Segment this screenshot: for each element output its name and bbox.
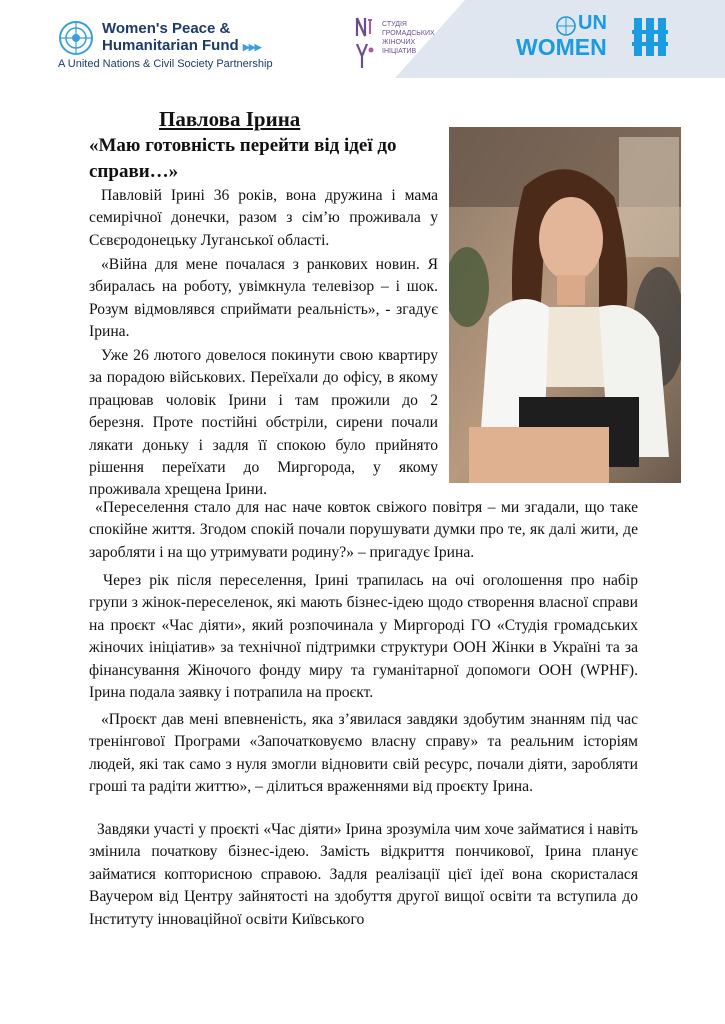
paragraph-6: «Проєкт дав мені впевненість, яка з’явилася завдяки здобутим знанням під час тренінгової Програми «Започатковуємо власну справу» та реальним історіям людей, які так само з нуля змогли відновити свій ресурс, почали діяти, заробляти гроші та радіти життю», – ділиться враженнями від проєкту Ірина. xyxy=(89,711,638,796)
un-emblem-icon xyxy=(58,20,94,56)
wphf-arrows-icon: ▶▶▶ xyxy=(242,42,261,52)
page-header xyxy=(0,0,725,82)
un-women-logo xyxy=(516,14,676,66)
wphf-title-line1: Women's Peace & xyxy=(102,20,231,37)
article-subtitle: «Маю готовність перейти від ідеї до справи…» xyxy=(89,135,397,182)
wphf-title-line2 xyxy=(102,37,261,56)
portrait-photo xyxy=(449,127,681,483)
studio-text: СТУДІЯ ГРОМАДСЬКИХ ЖІНОЧИХ ІНІЦІАТИВ xyxy=(382,21,435,55)
wphf-tagline: A United Nations & Civil Society Partnership xyxy=(58,58,273,70)
un-women-top-text: UN xyxy=(578,12,607,34)
paragraph-5: Через рік після переселення, Ірині трапилась на очі оголошення про набір групи з жінок-переселенок, які мають бізнес-ідею щодо створення власної справи на проєкт «Час діяти», який розпочинала у Миргороді ГО «Студія громадських жіночих ініціатив» за технічної підтримки структури ООН Жінки в Україні та за фінансування Жіночого фонду миру та гуманітарної допомоги ООН (WPHF). Ірина подала заявку і потрапила на проєкт. xyxy=(89,572,638,702)
paragraph-2: «Війна для мене почалася з ранкових новин. Я збиралась на роботу, увімкнула телевізор – і шок. Розум відмовлявся сприймати реальність», - згадує Ірина. xyxy=(89,256,438,341)
paragraph-4: «Переселення стало для нас наче ковток свіжого повітря – ми згадали, що таке спокійне життя. Згодом спокій почали порушувати думки про те, як далі жити, де заробляти і на що утримувати родину?» – пригадує Ірина. xyxy=(89,499,638,561)
article-title: Павлова Ірина xyxy=(159,107,301,131)
studio-emblem-icon xyxy=(354,14,376,72)
un-women-figures-icon xyxy=(632,16,672,58)
wphf-logo xyxy=(58,20,298,72)
paragraph-1: Павловій Ірині 36 років, вона дружина і мама семирічної донечки, разом з сім’ю проживала у Сєвєродонецьку Луганської області. xyxy=(89,187,438,249)
un-women-bottom-text: WOMEN xyxy=(516,34,607,60)
paragraph-3: Уже 26 лютого довелося покинути свою квартиру за порадою військових. Переїхали до офісу, в якому працював чоловік Ірини і там прожили до 2 березня. Проте постійні обстріли, сирени почали лякати доньку і задля її спокою було прийнято рішення переїхати до Миргорода, у якому проживала хрещена Ірини. xyxy=(89,347,438,499)
un-globe-icon xyxy=(556,16,576,36)
studio-logo xyxy=(354,14,454,74)
paragraph-7: Завдяки участі у проєкті «Час діяти» Ірина зрозуміла чим хоче займатися і навіть змінила початкову бізнес-ідею. Замість відкриття пончикової, Ірина планує займатися копторисною справою. Задля реалізації цієї ідеї вона скористалася Ваучером від Центру зайнятості на здобуття другої вищої освіти та вступила до Інституту інноваційної освіти Київського xyxy=(89,821,638,928)
wphf-title-line2-text: Humanitarian Fund xyxy=(102,37,239,54)
